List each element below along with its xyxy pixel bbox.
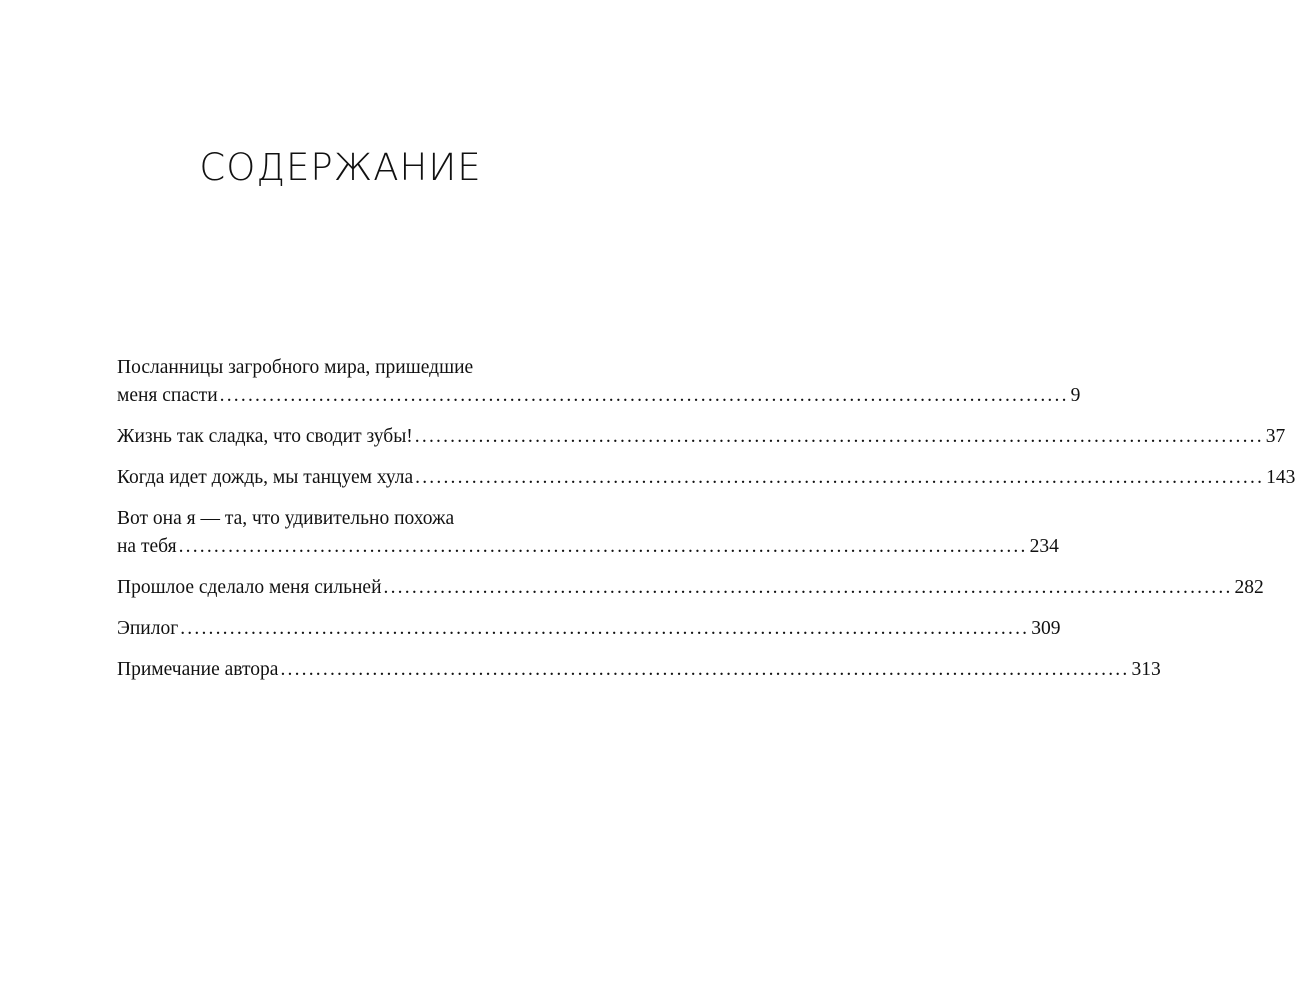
toc-entry-title: Эпилог (117, 618, 179, 639)
toc-entry-page-number: 37 (1265, 426, 1286, 447)
dot-leader: ........................................................................................................................ (383, 577, 1233, 598)
toc-entry-title: меня спасти (117, 385, 218, 406)
toc-entry-page-number: 9 (1070, 385, 1081, 406)
toc-entry-leader-line (117, 615, 1061, 643)
toc-entry[interactable] (117, 505, 1059, 561)
dot-leader: ........................................................................................................................ (415, 467, 1265, 488)
dot-leader: ........................................................................................................................ (178, 536, 1028, 557)
toc-entry[interactable] (117, 574, 1264, 602)
toc-entry-leader-line (117, 656, 1161, 684)
toc-entry-title-line: Вот она я — та, что удивительно похожа (117, 508, 455, 529)
toc-entry-title: Жизнь так сладка, что сводит зубы! (117, 426, 413, 447)
toc-entry-page-number: 309 (1031, 618, 1061, 639)
toc-entry[interactable] (117, 464, 1295, 492)
toc-entry-leader-line (117, 423, 1286, 451)
toc-entry-page-number: 234 (1029, 536, 1059, 557)
toc-entry[interactable] (117, 615, 1061, 643)
toc-entry-leader-line (117, 533, 1059, 561)
toc-entry-leader-line (117, 464, 1295, 492)
dot-leader: ........................................................................................................................ (180, 618, 1030, 639)
table-of-contents (117, 354, 1295, 697)
dot-leader: ........................................................................................................................ (280, 659, 1130, 680)
toc-entry-page-number: 282 (1234, 577, 1264, 598)
toc-entry-title: Прошлое сделало меня сильней (117, 577, 382, 598)
toc-entry[interactable] (117, 656, 1161, 684)
toc-entry-page-number: 143 (1266, 467, 1295, 488)
page-title: СОДЕРЖАНИЕ (199, 146, 482, 189)
dot-leader: ........................................................................................................................ (219, 385, 1069, 406)
toc-entry-leader-line (117, 382, 1081, 410)
dot-leader: ........................................................................................................................ (414, 426, 1264, 447)
toc-entry-page-number: 313 (1131, 659, 1161, 680)
toc-entry-title: на тебя (117, 536, 177, 557)
toc-entry-leader-line (117, 574, 1264, 602)
toc-entry[interactable] (117, 423, 1286, 451)
toc-entry[interactable] (117, 354, 1081, 410)
toc-entry-title: Когда идет дождь, мы танцуем хула (117, 467, 414, 488)
toc-entry-title-line: Посланницы загробного мира, пришедшие (117, 357, 474, 378)
toc-entry-title: Примечание автора (117, 659, 279, 680)
